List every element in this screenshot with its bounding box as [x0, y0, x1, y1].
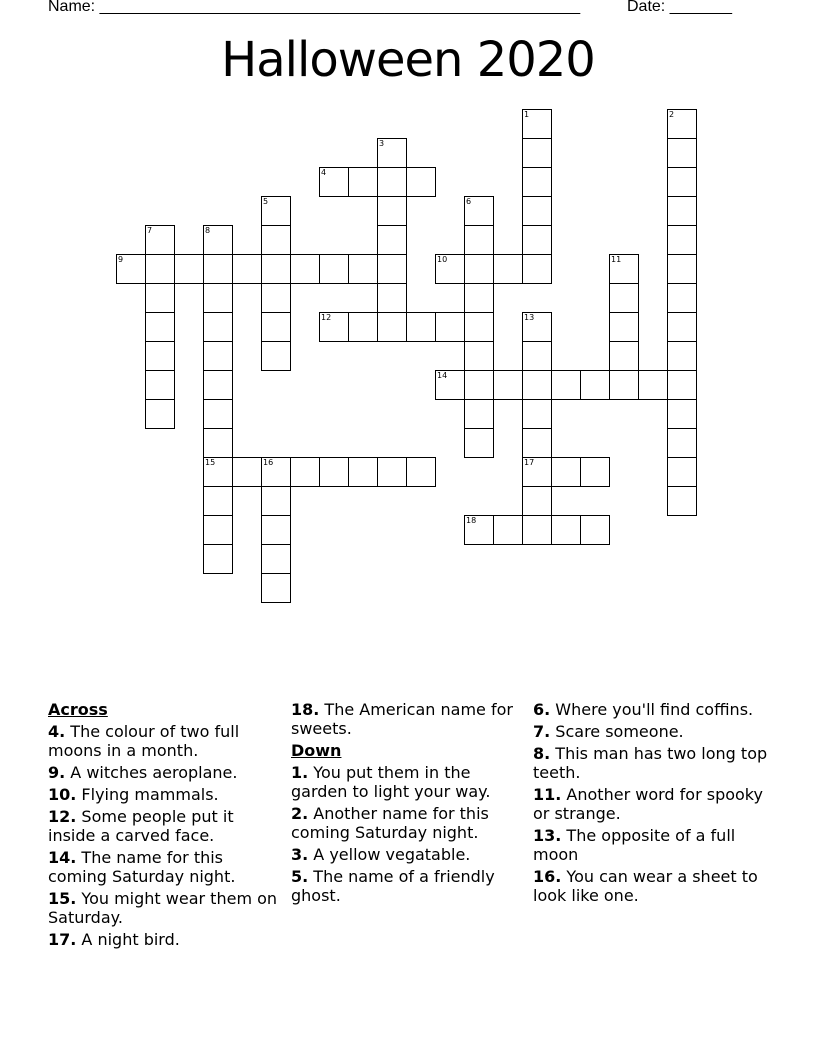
- grid-cell[interactable]: [377, 312, 407, 342]
- grid-cell[interactable]: [174, 254, 204, 284]
- clue-across-14: 14. The name for this coming Saturday night.: [48, 848, 236, 886]
- grid-cell[interactable]: [609, 370, 639, 400]
- grid-cell[interactable]: [435, 312, 465, 342]
- clue-down-5: 5. The name of a friendly ghost.: [291, 867, 495, 905]
- grid-cell[interactable]: [638, 370, 668, 400]
- grid-cell[interactable]: [290, 457, 320, 487]
- grid-cell[interactable]: [464, 283, 494, 313]
- across-heading: Across: [48, 700, 108, 719]
- grid-cell[interactable]: [348, 254, 378, 284]
- grid-cell[interactable]: [203, 399, 233, 429]
- clue-across-10: 10. Flying mammals.: [48, 785, 219, 804]
- grid-cell[interactable]: [203, 486, 233, 516]
- grid-cell[interactable]: [261, 457, 291, 487]
- grid-cell[interactable]: [203, 312, 233, 342]
- grid-cell[interactable]: [609, 283, 639, 313]
- clue-down-16: 16. You can wear a sheet to look like one.: [533, 867, 758, 905]
- clue-number: 13: [524, 313, 535, 322]
- grid-cell[interactable]: [522, 138, 552, 168]
- grid-cell[interactable]: [261, 341, 291, 371]
- grid-cell[interactable]: [522, 196, 552, 226]
- grid-cell[interactable]: [203, 341, 233, 371]
- clue-across-12: 12. Some people put it inside a carved face.: [48, 807, 234, 845]
- grid-cell[interactable]: [435, 370, 465, 400]
- grid-cell[interactable]: [522, 370, 552, 400]
- down-heading: Down: [291, 741, 342, 760]
- grid-cell[interactable]: [145, 341, 175, 371]
- grid-cell[interactable]: [145, 283, 175, 313]
- grid-cell[interactable]: [145, 370, 175, 400]
- grid-cell[interactable]: [609, 312, 639, 342]
- clues-column-1: [48, 700, 278, 952]
- grid-cell[interactable]: [261, 573, 291, 603]
- grid-cell[interactable]: [203, 370, 233, 400]
- grid-cell[interactable]: [203, 254, 233, 284]
- grid-cell[interactable]: [261, 544, 291, 574]
- clue-down-11: 11. Another word for spooky or strange.: [533, 785, 763, 823]
- grid-cell[interactable]: [464, 196, 494, 226]
- clue-number: 4: [321, 168, 327, 177]
- clue-number: 14: [437, 371, 448, 380]
- clue-number: 10: [437, 255, 448, 264]
- grid-cell[interactable]: [522, 109, 552, 139]
- grid-cell[interactable]: [609, 341, 639, 371]
- grid-cell[interactable]: [667, 109, 697, 139]
- grid-cell[interactable]: [377, 254, 407, 284]
- clues-column-3: [533, 700, 773, 908]
- grid-cell[interactable]: [667, 283, 697, 313]
- grid-cell[interactable]: [348, 167, 378, 197]
- grid-cell[interactable]: [319, 457, 349, 487]
- grid-cell[interactable]: [406, 167, 436, 197]
- grid-cell[interactable]: [203, 515, 233, 545]
- grid-cell[interactable]: [145, 399, 175, 429]
- grid-cell[interactable]: [319, 254, 349, 284]
- clue-number: 18: [466, 516, 477, 525]
- grid-cell[interactable]: [464, 254, 494, 284]
- clues-column-2: [291, 700, 521, 908]
- grid-cell[interactable]: [522, 312, 552, 342]
- grid-cell[interactable]: [319, 167, 349, 197]
- grid-cell[interactable]: [580, 457, 610, 487]
- grid-cell[interactable]: [551, 457, 581, 487]
- grid-cell[interactable]: [145, 312, 175, 342]
- grid-cell[interactable]: [464, 515, 494, 545]
- grid-cell[interactable]: [667, 486, 697, 516]
- clue-number: 8: [205, 226, 211, 235]
- clue-down-8: 8. This man has two long top teeth.: [533, 744, 768, 782]
- grid-cell[interactable]: [261, 486, 291, 516]
- grid-cell[interactable]: [261, 283, 291, 313]
- clue-number: 7: [147, 226, 153, 235]
- grid-cell[interactable]: [348, 312, 378, 342]
- grid-cell[interactable]: [319, 312, 349, 342]
- grid-cell[interactable]: [203, 283, 233, 313]
- grid-cell[interactable]: [551, 515, 581, 545]
- clue-across-18: 18. The American name for sweets.: [291, 700, 513, 738]
- grid-cell[interactable]: [377, 196, 407, 226]
- grid-cell[interactable]: [261, 515, 291, 545]
- grid-cell[interactable]: [580, 515, 610, 545]
- clue-across-9: 9. A witches aeroplane.: [48, 763, 238, 782]
- grid-cell[interactable]: [667, 167, 697, 197]
- grid-cell[interactable]: [377, 225, 407, 255]
- grid-cell[interactable]: [261, 254, 291, 284]
- clue-across-17: 17. A night bird.: [48, 930, 180, 949]
- grid-cell[interactable]: [261, 312, 291, 342]
- grid-cell[interactable]: [377, 167, 407, 197]
- grid-cell[interactable]: [667, 370, 697, 400]
- grid-cell[interactable]: [522, 225, 552, 255]
- clue-number: 17: [524, 458, 535, 467]
- clue-number: 2: [669, 110, 675, 119]
- clue-across-15: 15. You might wear them on Saturday.: [48, 889, 278, 927]
- grid-cell[interactable]: [667, 138, 697, 168]
- grid-cell[interactable]: [580, 370, 610, 400]
- clue-down-13: 13. The opposite of a full moon: [533, 826, 736, 864]
- clue-down-3: 3. A yellow vegatable.: [291, 845, 471, 864]
- clue-number: 1: [524, 110, 530, 119]
- grid-cell[interactable]: [406, 312, 436, 342]
- grid-cell[interactable]: [203, 225, 233, 255]
- grid-cell[interactable]: [232, 254, 262, 284]
- grid-cell[interactable]: [464, 341, 494, 371]
- grid-cell[interactable]: [232, 457, 262, 487]
- grid-cell[interactable]: [116, 254, 146, 284]
- grid-cell[interactable]: [203, 544, 233, 574]
- clue-down-2: 2. Another name for this coming Saturday night.: [291, 804, 489, 842]
- grid-cell[interactable]: [464, 225, 494, 255]
- grid-cell[interactable]: [261, 196, 291, 226]
- page-title: Halloween 2020: [221, 32, 595, 88]
- clue-number: 11: [611, 255, 622, 264]
- grid-cell[interactable]: [667, 312, 697, 342]
- grid-cell[interactable]: [522, 167, 552, 197]
- grid-cell[interactable]: [348, 457, 378, 487]
- grid-cell[interactable]: [493, 515, 523, 545]
- date-field[interactable]: Date: _______: [627, 0, 732, 15]
- grid-cell[interactable]: [551, 370, 581, 400]
- clue-number: 5: [263, 197, 269, 206]
- grid-cell[interactable]: [522, 457, 552, 487]
- clue-down-1: 1. You put them in the garden to light your way.: [291, 763, 491, 801]
- grid-cell[interactable]: [522, 428, 552, 458]
- grid-cell[interactable]: [667, 341, 697, 371]
- clue-number: 9: [118, 255, 124, 264]
- grid-cell[interactable]: [145, 225, 175, 255]
- grid-cell[interactable]: [377, 138, 407, 168]
- name-field[interactable]: Name: ______________________________________________________: [48, 0, 581, 15]
- clue-number: 16: [263, 458, 274, 467]
- grid-cell[interactable]: [667, 196, 697, 226]
- grid-cell[interactable]: [522, 515, 552, 545]
- grid-cell[interactable]: [522, 399, 552, 429]
- grid-cell[interactable]: [667, 399, 697, 429]
- grid-cell[interactable]: [667, 428, 697, 458]
- clue-across-4: 4. The colour of two full moons in a month.: [48, 722, 240, 760]
- grid-cell[interactable]: [435, 254, 465, 284]
- clue-number: 12: [321, 313, 332, 322]
- grid-cell[interactable]: [667, 225, 697, 255]
- grid-cell[interactable]: [464, 428, 494, 458]
- grid-cell[interactable]: [609, 254, 639, 284]
- grid-cell[interactable]: [203, 428, 233, 458]
- grid-cell[interactable]: [145, 254, 175, 284]
- clue-down-6: 6. Where you'll find coffins.: [533, 700, 754, 719]
- grid-cell[interactable]: [493, 370, 523, 400]
- grid-cell[interactable]: [464, 312, 494, 342]
- clue-number: 3: [379, 139, 385, 148]
- grid-cell[interactable]: [377, 457, 407, 487]
- grid-cell[interactable]: [377, 283, 407, 313]
- grid-cell[interactable]: [522, 254, 552, 284]
- grid-cell[interactable]: [493, 254, 523, 284]
- grid-cell[interactable]: [261, 225, 291, 255]
- grid-cell[interactable]: [667, 457, 697, 487]
- grid-cell[interactable]: [522, 486, 552, 516]
- grid-cell[interactable]: [464, 399, 494, 429]
- clue-down-7: 7. Scare someone.: [533, 722, 684, 741]
- grid-cell[interactable]: [290, 254, 320, 284]
- grid-cell[interactable]: [464, 370, 494, 400]
- grid-cell[interactable]: [203, 457, 233, 487]
- clue-number: 6: [466, 197, 472, 206]
- clue-number: 15: [205, 458, 216, 467]
- grid-cell[interactable]: [522, 341, 552, 371]
- grid-cell[interactable]: [667, 254, 697, 284]
- grid-cell[interactable]: [406, 457, 436, 487]
